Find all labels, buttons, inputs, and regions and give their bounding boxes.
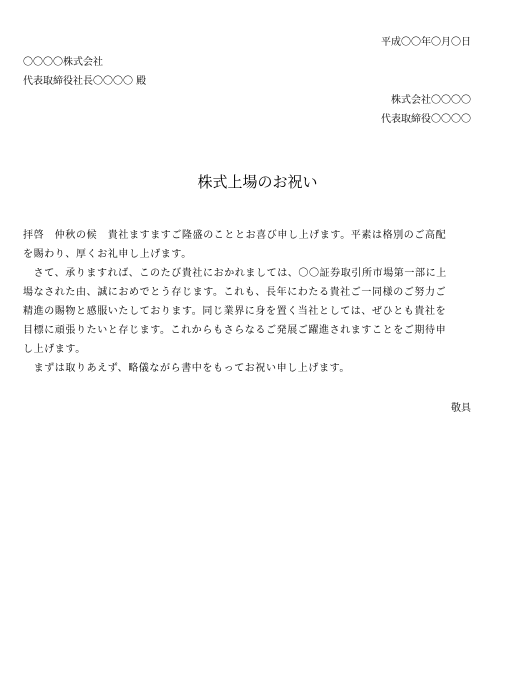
body-line: 精進の賜物と感服いたしております。同じ業界に身を置く当社としては、ぜひとも貴社を	[23, 306, 447, 317]
sender-person: 代表取締役〇〇〇〇	[381, 114, 471, 125]
body-line: 目標に頑張りたいと存じます。これからもさらなるご発展ご躍進されますことをご期待申	[23, 325, 447, 336]
letter-closing: 敬具	[451, 403, 471, 414]
letter-body	[23, 226, 473, 378]
recipient-company: 〇〇〇〇株式会社	[23, 57, 103, 68]
body-line: まずは取りあえず、略儀ながら書中をもってお祝い申し上げます。	[23, 363, 350, 374]
body-line: 場なされた由、誠におめでとう存じます。これも、長年にわたる貴社ご一同様のご努力ご	[23, 287, 447, 298]
sender-company: 株式会社〇〇〇〇	[391, 95, 471, 106]
letter-title: 株式上場のお祝い	[197, 173, 318, 191]
body-line: 拝啓 仲秋の候 貴社ますますご隆盛のこととお喜び申し上げます。平素は格別のご高配	[23, 230, 447, 241]
letter-date: 平成〇〇年〇月〇日	[381, 37, 471, 48]
recipient-person: 代表取締役社長〇〇〇〇 殿	[23, 76, 147, 87]
body-line: さて、承りますれば、このたび貴社におかれましては、〇〇証券取引所市場第一部に上	[23, 268, 447, 279]
body-line: し上げます。	[23, 344, 86, 355]
body-line: を賜わり、厚くお礼申し上げます。	[23, 249, 192, 260]
